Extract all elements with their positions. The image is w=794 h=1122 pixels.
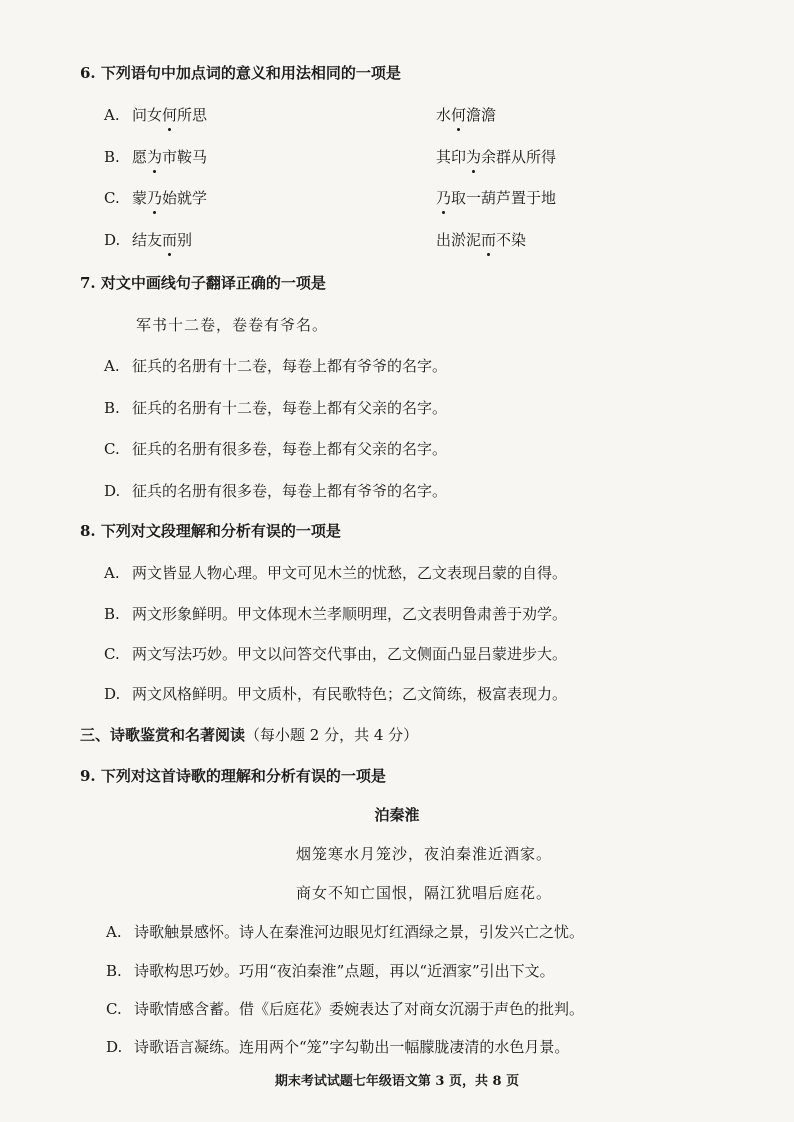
q6-option-d-right xyxy=(436,229,526,250)
option-label: B. xyxy=(104,148,120,166)
option-label: C. xyxy=(106,1000,122,1018)
question-6-stem: 6. 下列语句中加点词的意义和用法相同的一项是 xyxy=(80,64,401,82)
text: 始就学 xyxy=(162,189,208,207)
page-footer: 期末考试试题七年级语文第 3 页，共 8 页 xyxy=(274,1074,520,1089)
option-label: A. xyxy=(104,564,120,582)
option-label: B. xyxy=(104,605,120,623)
q7-option-a xyxy=(104,355,447,376)
option-text: 诗歌触景感怀。诗人在秦淮河边眼见灯红酒绿之景，引发兴亡之忧。 xyxy=(134,923,585,941)
q7-option-b xyxy=(104,397,447,418)
q9-option-b xyxy=(106,960,555,981)
dotted-char: 何 xyxy=(162,106,178,124)
dotted-char: 乃 xyxy=(436,189,452,207)
text: 水 xyxy=(436,106,452,124)
text: 余群从所得 xyxy=(481,148,557,166)
q8-option-a xyxy=(104,562,567,583)
option-text: 两文皆显人物心理。甲文可见木兰的忧愁，乙文表现吕蒙的自得。 xyxy=(132,564,568,582)
poem-line-2: 商女不知亡国恨，隔江犹唱后庭花。 xyxy=(296,884,553,902)
poem-title: 泊秦淮 xyxy=(374,806,420,824)
option-label: D. xyxy=(104,685,121,703)
q9-option-d xyxy=(106,1036,569,1057)
question-9-stem: 9. 下列对这首诗歌的理解和分析有误的一项是 xyxy=(80,767,386,785)
option-text: 征兵的名册有很多卷，每卷上都有父亲的名字。 xyxy=(132,440,448,458)
q8-option-d xyxy=(104,683,567,704)
text: 结友 xyxy=(132,231,163,249)
q6-option-a-right xyxy=(436,104,496,125)
option-label: A. xyxy=(106,923,122,941)
option-text: 诗歌情感含蓄。借《后庭花》委婉表达了对商女沉溺于声色的批判。 xyxy=(134,1000,585,1018)
text: 其印 xyxy=(436,148,467,166)
q6-option-c-left xyxy=(104,187,207,208)
text: 愿 xyxy=(132,148,148,166)
option-text: 两文形象鲜明。甲文体现木兰孝顺明理，乙文表明鲁肃善于劝学。 xyxy=(132,605,568,623)
q8-option-b xyxy=(104,603,567,624)
text: 市鞍马 xyxy=(162,148,208,166)
option-label: D. xyxy=(104,482,121,500)
option-label: A. xyxy=(104,357,120,375)
text: 取一葫芦置于地 xyxy=(451,189,557,207)
dotted-char: 而 xyxy=(481,231,497,249)
option-text: 征兵的名册有十二卷，每卷上都有父亲的名字。 xyxy=(132,399,448,417)
q7-quoted-line: 军书十二卷，卷卷有爷名。 xyxy=(136,316,329,334)
option-label: A. xyxy=(104,106,120,124)
q6-option-c-right xyxy=(436,187,556,208)
option-label: D. xyxy=(104,231,121,249)
section-title: 三、诗歌鉴赏和名著阅读 xyxy=(80,726,246,744)
option-label: D. xyxy=(106,1038,123,1056)
question-8-stem: 8. 下列对文段理解和分析有误的一项是 xyxy=(80,522,341,540)
poem-line-1: 烟笼寒水月笼沙，夜泊秦淮近酒家。 xyxy=(296,845,553,863)
text: 出淤泥 xyxy=(436,231,482,249)
dotted-char: 为 xyxy=(147,148,163,166)
option-label: C. xyxy=(104,440,120,458)
q9-option-c xyxy=(106,998,584,1019)
text: 所思 xyxy=(177,106,208,124)
option-text: 两文写法巧妙。甲文以问答交代事由，乙文侧面凸显吕蒙进步大。 xyxy=(132,645,568,663)
option-text: 诗歌构思巧妙。巧用“夜泊秦淮”点题，再以“近酒家”引出下文。 xyxy=(134,962,555,980)
q6-option-a-left xyxy=(104,104,207,125)
option-text: 诗歌语言凝练。连用两个“笼”字勾勒出一幅朦胧凄清的水色月景。 xyxy=(134,1038,570,1056)
question-7-stem: 7. 对文中画线句子翻译正确的一项是 xyxy=(80,274,326,292)
dotted-char: 而 xyxy=(162,231,178,249)
option-label: B. xyxy=(104,399,120,417)
section-3-heading xyxy=(80,724,418,745)
text: 问女 xyxy=(132,106,163,124)
q7-option-c xyxy=(104,438,447,459)
section-points: （每小题 2 分，共 4 分） xyxy=(245,726,419,744)
option-text: 征兵的名册有很多卷，每卷上都有爷爷的名字。 xyxy=(132,482,448,500)
option-text: 征兵的名册有十二卷，每卷上都有爷爷的名字。 xyxy=(132,357,448,375)
q6-option-b-right xyxy=(436,146,556,167)
text: 不染 xyxy=(496,231,527,249)
q6-option-b-left xyxy=(104,146,207,167)
q9-option-a xyxy=(106,921,584,942)
q6-option-d-left xyxy=(104,229,192,250)
dotted-char: 乃 xyxy=(147,189,163,207)
option-text: 两文风格鲜明。甲文质朴，有民歌特色；乙文简练，极富表现力。 xyxy=(132,685,568,703)
option-label: C. xyxy=(104,645,120,663)
q7-option-d xyxy=(104,480,447,501)
text: 蒙 xyxy=(132,189,148,207)
q8-option-c xyxy=(104,643,567,664)
dotted-char: 为 xyxy=(466,148,482,166)
dotted-char: 何 xyxy=(451,106,467,124)
text: 别 xyxy=(177,231,193,249)
option-label: C. xyxy=(104,189,120,207)
text: 澹澹 xyxy=(466,106,497,124)
option-label: B. xyxy=(106,962,122,980)
